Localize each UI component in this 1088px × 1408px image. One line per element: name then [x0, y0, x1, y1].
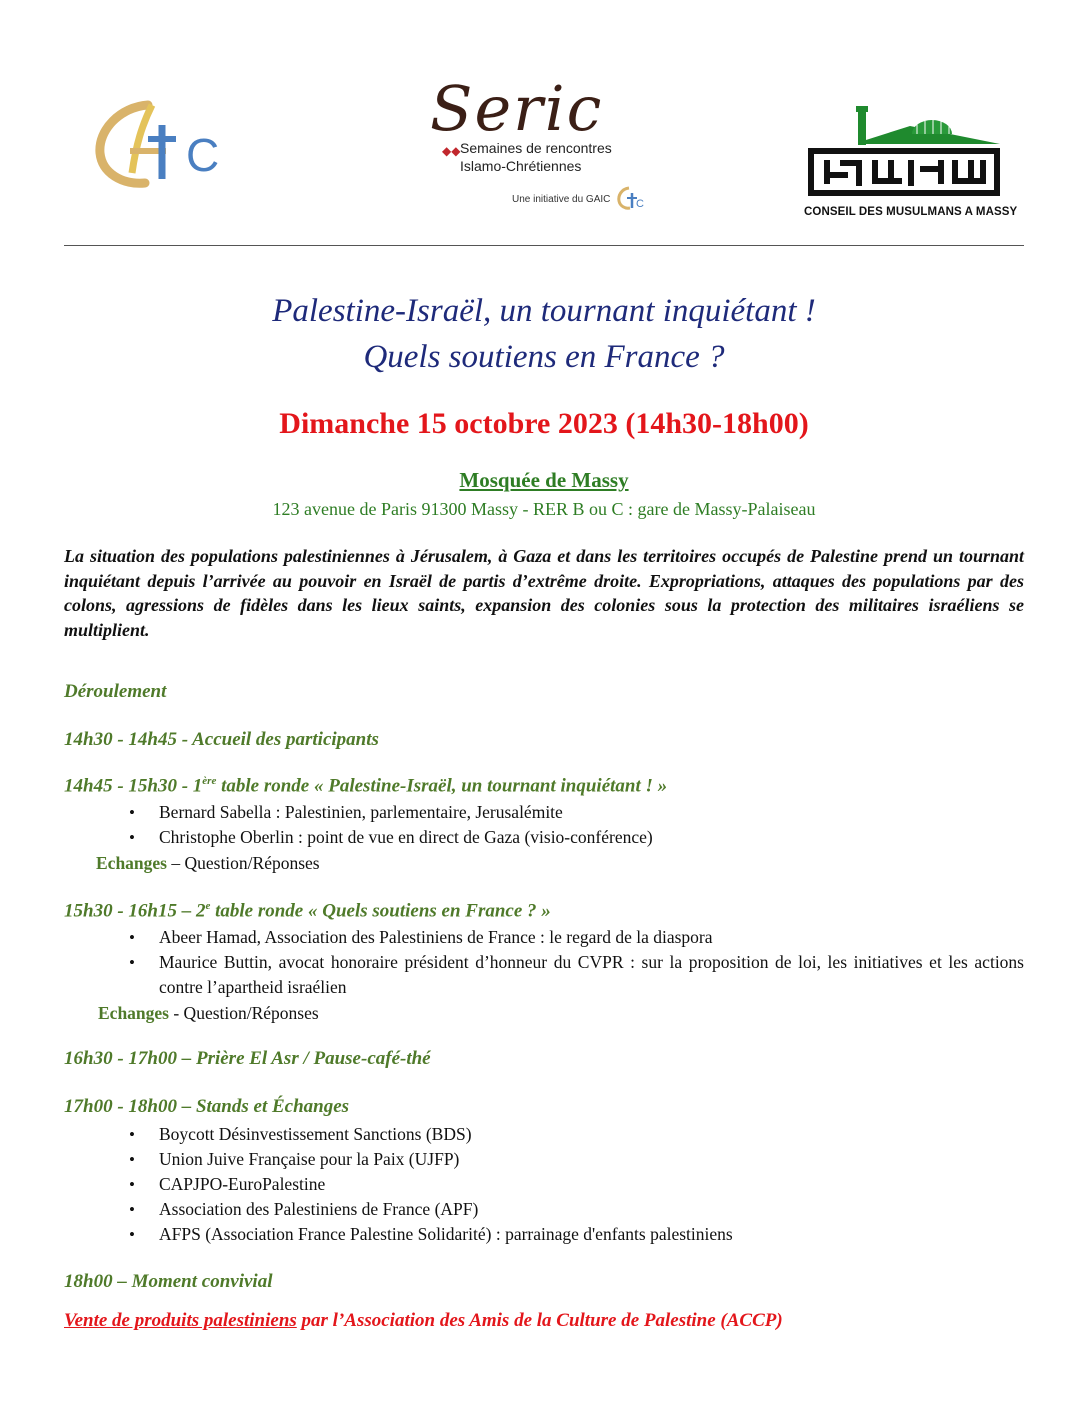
- diamond-icon: ◆◆: [442, 144, 461, 158]
- exchanges-text: - Question/Réponses: [168, 1003, 319, 1023]
- svg-text:C: C: [186, 129, 220, 181]
- session-roundtable-1: [64, 775, 667, 797]
- roundtable-1-exchanges: [96, 853, 320, 874]
- program-heading: Déroulement: [64, 681, 167, 702]
- exchanges-text: – Question/Réponses: [166, 853, 320, 873]
- session-roundtable-1-title: table ronde « Palestine-Israël, un tournant inquiétant ! »: [216, 775, 668, 797]
- list-item: • Bernard Sabella : Palestinien, parlementaire, Jerusalémite: [122, 800, 1024, 825]
- session-roundtable-2-title: table ronde « Quels soutiens en France ? »: [210, 900, 551, 922]
- stands-list: [122, 1122, 1024, 1247]
- venue-name: Mosquée de Massy: [459, 468, 629, 492]
- mosque-calligraphy-icon: [800, 100, 1010, 205]
- sale-notice-highlight: Vente de produits palestiniens: [64, 1310, 297, 1331]
- list-item: • Maurice Buttin, avocat honoraire président d’honneur du CVPR : sur la proposition de loi, les initiatives et les actions contre l’apartheid israélien: [122, 950, 1024, 1000]
- session-convivial: 18h00 – Moment convivial: [64, 1271, 273, 1292]
- title-line-1: Palestine-Israël, un tournant inquiétant !: [272, 293, 816, 329]
- seric-initiative: Une initiative du GAIC: [512, 194, 611, 205]
- list-item: • Abeer Hamad, Association des Palestiniens de France : le regard de la diaspora: [122, 925, 1024, 950]
- session-roundtable-2-time: 15h30 - 16h15 – 2: [64, 900, 206, 922]
- intro-paragraph: La situation des populations palestiniennes à Jérusalem, à Gaza et dans les territoires occupés de Palestine prend un tournant inquiétant depuis l’arrivée au pouvoir en Israël de partis d’extrême droite. Expropriations, attaques des populations par des colons, agressions de fidèles dans les lieux saints, expansion des colonies sous la protection des militaires israéliens se multiplient.: [64, 546, 1024, 640]
- cmm-label: CONSEIL DES MUSULMANS A MASSY: [804, 206, 1018, 218]
- list-item: • Association des Palestiniens de France (APF): [122, 1197, 1024, 1222]
- session-stands: 17h00 - 18h00 – Stands et Échanges: [64, 1096, 350, 1117]
- exchanges-label: Echanges: [98, 1003, 169, 1023]
- list-item: • AFPS (Association France Palestine Solidarité) : parrainage d'enfants palestiniens: [122, 1222, 1024, 1247]
- header-divider: [64, 245, 1024, 246]
- session-roundtable-2: [64, 900, 551, 922]
- session-prayer-break: 16h30 - 17h00 – Prière El Asr / Pause-café-thé: [64, 1048, 431, 1069]
- roundtable-2-exchanges: [98, 1003, 319, 1024]
- title-line-2: Quels soutiens en France ?: [363, 339, 725, 375]
- list-item: • Christophe Oberlin : point de vue en direct de Gaza (visio-conférence): [122, 825, 1024, 850]
- seric-subtitle-2: Islamo-Chrétiennes: [460, 158, 582, 174]
- event-date: Dimanche 15 octobre 2023 (14h30-18h00): [279, 407, 809, 440]
- roundtable-2-speakers: [122, 925, 1024, 1000]
- gaic-logo: [90, 95, 230, 190]
- cmm-logo: [800, 100, 1018, 225]
- sale-notice-rest: par l’Association des Amis de la Culture de Palestine (ACCP): [296, 1310, 783, 1331]
- list-item: • CAPJPO-EuroPalestine: [122, 1172, 1024, 1197]
- gaic-mini-logo: [616, 185, 646, 211]
- seric-subtitle-1: Semaines de rencontres: [460, 140, 612, 156]
- list-item: • Union Juive Française pour la Paix (UJFP): [122, 1147, 1024, 1172]
- seric-logo: [420, 72, 660, 218]
- session-roundtable-1-time: 14h45 - 15h30 - 1: [64, 775, 203, 797]
- ordinal-suffix: ère: [202, 775, 217, 787]
- list-item: • Boycott Désinvestissement Sanctions (BDS): [122, 1122, 1024, 1147]
- session-welcome: 14h30 - 14h45 - Accueil des participants: [64, 729, 379, 750]
- venue-address: 123 avenue de Paris 91300 Massy - RER B ou C : gare de Massy-Palaiseau: [272, 499, 816, 519]
- seric-wordmark: Seric: [430, 72, 604, 145]
- exchanges-label: Echanges: [96, 853, 167, 873]
- sale-notice: [64, 1310, 783, 1332]
- roundtable-1-speakers: [122, 800, 1024, 850]
- ordinal-suffix: e: [205, 900, 211, 912]
- svg-text:C: C: [636, 198, 644, 210]
